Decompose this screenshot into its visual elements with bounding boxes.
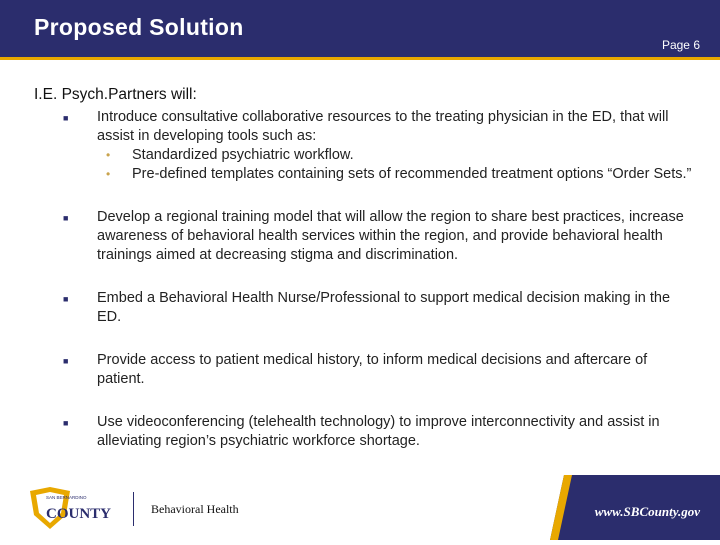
square-bullet-icon: ■	[63, 294, 69, 304]
square-bullet-icon: ■	[63, 418, 69, 428]
sub-list-item	[34, 146, 694, 165]
list-item	[34, 289, 694, 327]
square-bullet-icon: ■	[63, 113, 69, 123]
logo-top-text: SAN BERNARDINO	[46, 495, 87, 500]
header-stripe	[0, 57, 720, 60]
sub-list-item	[34, 165, 694, 184]
list-item-text: Use videoconferencing (telehealth technology) to improve interconnectivity and assist in alleviating region’s psychiatric workforce shortage.	[97, 414, 660, 449]
slide-header	[0, 0, 720, 62]
sub-list-item-text: Pre-defined templates containing sets of recommended treatment options “Order Sets.”	[132, 166, 692, 182]
slide-content	[34, 86, 694, 451]
lead-text: I.E. Psych.Partners will:	[34, 86, 197, 103]
sub-list-item-text: Standardized psychiatric workflow.	[132, 147, 354, 163]
county-logo-icon	[26, 485, 126, 531]
website-link[interactable]: www.SBCounty.gov	[594, 504, 700, 519]
dot-bullet-icon: •	[106, 148, 111, 162]
department-label: Behavioral Health	[151, 502, 239, 516]
list-item	[34, 351, 694, 389]
list-item-text: Develop a regional training model that will allow the region to share best practices, increase awareness of behavioral health services within the region, and provide behavioral health trainings aimed at decreasing stigma and discrimination.	[97, 209, 684, 263]
square-bullet-icon: ■	[63, 356, 69, 366]
county-logo	[26, 485, 126, 531]
list-item	[34, 208, 694, 265]
list-item-text: Provide access to patient medical history, to inform medical decisions and aftercare of patient.	[97, 352, 648, 387]
square-bullet-icon: ■	[63, 213, 69, 223]
footer-divider	[133, 492, 134, 526]
list-item-text: Introduce consultative collaborative resources to the treating physician in the ED, that will assist in developing tools such as:	[97, 109, 669, 144]
slide-footer	[0, 475, 720, 540]
page-number: Page 6	[661, 38, 700, 52]
logo-main-text: COUNTY	[46, 506, 112, 522]
dot-bullet-icon: •	[106, 167, 111, 181]
slide-title: Proposed Solution	[34, 14, 244, 40]
list-item	[34, 108, 694, 146]
list-item-text: Embed a Behavioral Health Nurse/Professional to support medical decision making in the ED.	[97, 290, 671, 325]
list-item	[34, 413, 694, 451]
